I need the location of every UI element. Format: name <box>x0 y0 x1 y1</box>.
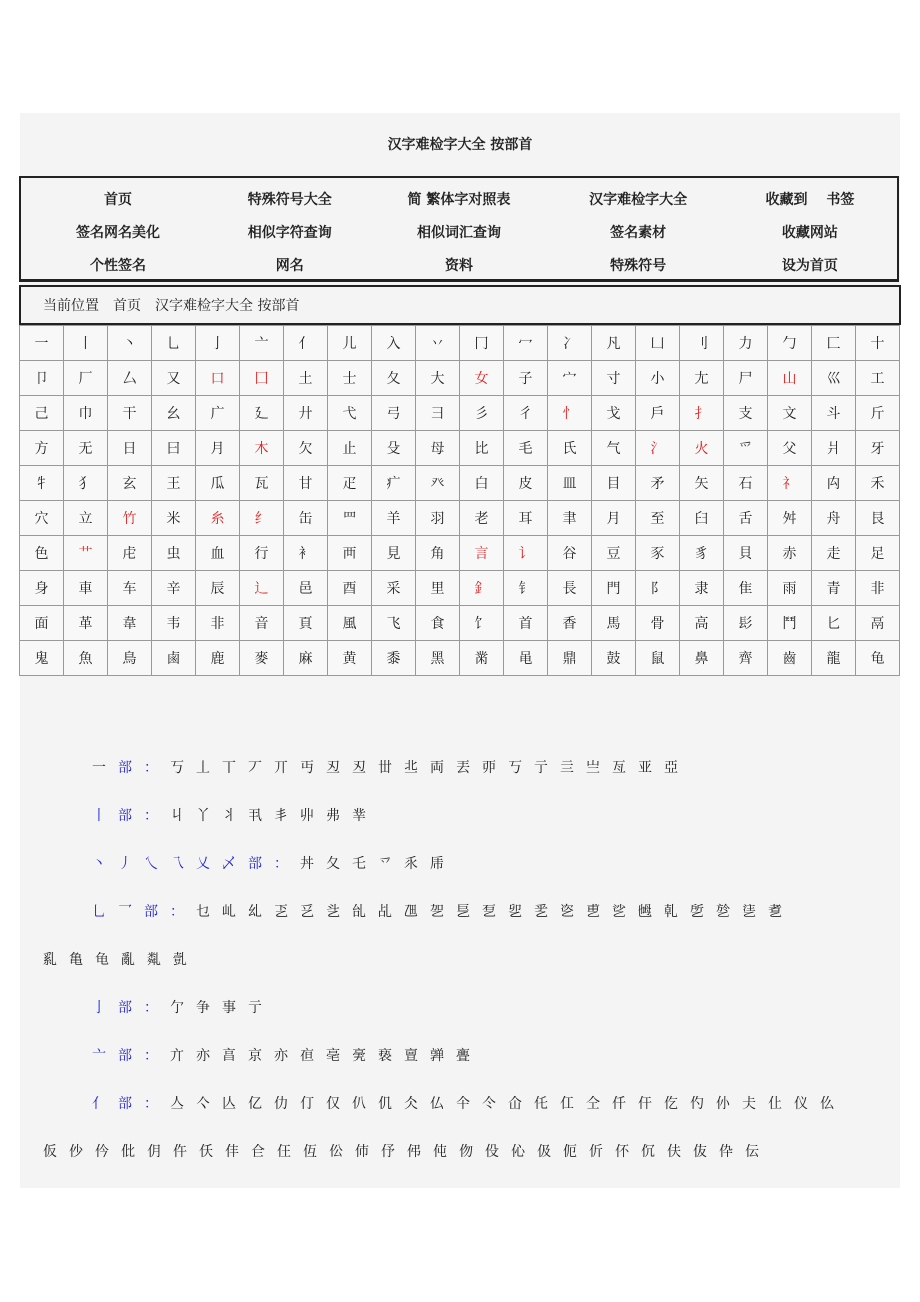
radical-cell[interactable]: 山 <box>768 361 812 396</box>
radical-cell[interactable]: 鼠 <box>636 641 680 676</box>
radical-cell[interactable]: 冖 <box>504 326 548 361</box>
radical-cell[interactable]: 禾 <box>856 466 900 501</box>
radical-cell[interactable]: 小 <box>636 361 680 396</box>
radical-cell[interactable]: 行 <box>240 536 284 571</box>
radical-cell[interactable]: 米 <box>152 501 196 536</box>
radical-cell[interactable]: 彐 <box>416 396 460 431</box>
radical-cell[interactable]: 士 <box>328 361 372 396</box>
radical-cell[interactable]: 龟 <box>856 641 900 676</box>
radical-cell[interactable]: 瓦 <box>240 466 284 501</box>
nav-link-signature-material[interactable]: 签名素材 <box>610 224 667 241</box>
radical-cell[interactable]: 勹 <box>768 326 812 361</box>
radical-cell[interactable]: 父 <box>768 431 812 466</box>
radical-cell[interactable]: 十 <box>856 326 900 361</box>
radical-cell[interactable]: 方 <box>20 431 64 466</box>
nav-link-home[interactable]: 首页 <box>104 191 133 208</box>
radical-cell[interactable]: 夂 <box>372 361 416 396</box>
radical-cell[interactable]: 扌 <box>680 396 724 431</box>
radical-cell[interactable]: 欠 <box>284 431 328 466</box>
radical-cell[interactable]: 豆 <box>592 536 636 571</box>
radical-cell[interactable]: 音 <box>240 606 284 641</box>
radical-cell[interactable]: 革 <box>64 606 108 641</box>
radical-cell[interactable]: 幺 <box>152 396 196 431</box>
nav-link-similar-words[interactable]: 相似词汇查询 <box>416 224 501 241</box>
radical-cell[interactable]: 首 <box>504 606 548 641</box>
radical-cell[interactable]: 老 <box>460 501 504 536</box>
nav-link-simplified-traditional[interactable]: 简 繁体字对照表 <box>407 191 511 208</box>
radical-cell[interactable]: 髟 <box>724 606 768 641</box>
nav-link-personal-signature[interactable]: 个性签名 <box>90 257 147 274</box>
nav-row <box>21 215 897 248</box>
radical-cell[interactable]: 羽 <box>416 501 460 536</box>
radical-cell[interactable]: 牙 <box>856 431 900 466</box>
nav-link-nickname[interactable]: 网名 <box>275 257 304 274</box>
radical-cell[interactable]: 飞 <box>372 606 416 641</box>
radical-cell[interactable]: 邑 <box>284 571 328 606</box>
radical-cell[interactable]: 鹿 <box>196 641 240 676</box>
radical-cell[interactable]: 虍 <box>108 536 152 571</box>
nav-link-favorite-site[interactable]: 收藏网站 <box>781 224 838 241</box>
radical-section-line <box>20 752 900 800</box>
radical-section-heading: 亠部： <box>92 1048 170 1064</box>
nav-row <box>21 248 897 281</box>
radical-cell[interactable]: 车 <box>108 571 152 606</box>
radical-section-line <box>20 1040 900 1088</box>
radical-cell[interactable]: 立 <box>64 501 108 536</box>
radical-cell[interactable]: 氏 <box>548 431 592 466</box>
radical-cell[interactable]: 母 <box>416 431 460 466</box>
radical-section-heading: 丨部： <box>92 808 170 824</box>
radical-cell[interactable]: 疋 <box>328 466 372 501</box>
radical-cell[interactable]: 車 <box>64 571 108 606</box>
radical-cell[interactable]: 黹 <box>460 641 504 676</box>
radical-cell[interactable]: 艹 <box>64 536 108 571</box>
radical-cell[interactable]: 辰 <box>196 571 240 606</box>
radical-cell[interactable]: 聿 <box>548 501 592 536</box>
radical-cell[interactable]: 戈 <box>592 396 636 431</box>
radical-cell[interactable]: 止 <box>328 431 372 466</box>
radical-cell[interactable]: 貝 <box>724 536 768 571</box>
radical-cell[interactable]: 竹 <box>108 501 152 536</box>
radical-row <box>20 641 900 676</box>
radical-cell[interactable]: 黑 <box>416 641 460 676</box>
radical-cell[interactable]: 鬥 <box>768 606 812 641</box>
radical-cell[interactable]: 見 <box>372 536 416 571</box>
radical-section-chars: 亼亽亾亿仂仃仅仈仉仌仏仐仒仚仛仜仝仟仠仡仢仦仧仩仪仫 <box>170 1096 846 1112</box>
radical-cell[interactable]: 子 <box>504 361 548 396</box>
nav-menu <box>19 176 899 282</box>
radical-cell[interactable]: 龍 <box>812 641 856 676</box>
radical-cell[interactable]: 羊 <box>372 501 416 536</box>
radical-cell[interactable]: 王 <box>152 466 196 501</box>
radical-cell[interactable]: 曰 <box>152 431 196 466</box>
radical-cell[interactable]: 日 <box>108 431 152 466</box>
radical-section-chars: 丩丫丬丮丯丱弗丵 <box>170 808 378 824</box>
radical-cell[interactable]: 鼓 <box>592 641 636 676</box>
breadcrumb-current: 汉字难检字大全 按部首 <box>155 298 300 314</box>
radical-cell[interactable]: 卩 <box>20 361 64 396</box>
radical-cell[interactable]: 鳥 <box>108 641 152 676</box>
radical-cell[interactable]: 辛 <box>152 571 196 606</box>
radical-cell[interactable]: 衤 <box>284 536 328 571</box>
radical-row <box>20 396 900 431</box>
radical-sections <box>20 752 900 1184</box>
radical-cell[interactable]: 寸 <box>592 361 636 396</box>
radical-cell[interactable]: 艮 <box>856 501 900 536</box>
radical-cell[interactable]: 舛 <box>768 501 812 536</box>
radical-cell[interactable]: 豕 <box>636 536 680 571</box>
radical-cell[interactable]: 長 <box>548 571 592 606</box>
radical-cell[interactable]: 襾 <box>328 536 372 571</box>
radical-section-chars: 亣亦亯京亦亱亳亴亵亶亸亹 <box>170 1048 482 1064</box>
radical-cell[interactable]: 爫 <box>724 431 768 466</box>
radical-cell[interactable]: 鹵 <box>152 641 196 676</box>
radical-cell[interactable]: 氵 <box>636 431 680 466</box>
radical-cell[interactable]: 麻 <box>284 641 328 676</box>
radical-section-chars: 丂丄丅丆丌丏丒丒丗丠両丟丣丂亍亖亗亙亚亞 <box>170 760 690 776</box>
radical-cell[interactable]: 風 <box>328 606 372 641</box>
radical-cell[interactable]: 力 <box>724 326 768 361</box>
radical-cell[interactable]: 里 <box>416 571 460 606</box>
radical-cell[interactable]: 凡 <box>592 326 636 361</box>
radical-cell[interactable]: 甘 <box>284 466 328 501</box>
radical-cell[interactable]: 角 <box>416 536 460 571</box>
radical-cell[interactable]: 钅 <box>504 571 548 606</box>
radical-cell[interactable]: 冫 <box>548 326 592 361</box>
radical-cell[interactable]: 鼻 <box>680 641 724 676</box>
radical-cell[interactable]: 礻 <box>768 466 812 501</box>
radical-cell[interactable]: 一 <box>20 326 64 361</box>
radical-cell[interactable]: 隹 <box>724 571 768 606</box>
radical-cell[interactable]: 木 <box>240 431 284 466</box>
radical-row <box>20 571 900 606</box>
radical-cell[interactable]: 走 <box>812 536 856 571</box>
radical-table <box>19 325 900 676</box>
radical-cell[interactable]: 乚 <box>152 326 196 361</box>
radical-cell[interactable]: 亅 <box>196 326 240 361</box>
radical-cell[interactable]: 鬲 <box>856 606 900 641</box>
radical-cell[interactable]: 牜 <box>20 466 64 501</box>
radical-cell[interactable]: 巛 <box>812 361 856 396</box>
nav-link-set-homepage[interactable]: 设为首页 <box>781 257 838 274</box>
radical-cell[interactable]: 鼎 <box>548 641 592 676</box>
radical-cell[interactable]: 耳 <box>504 501 548 536</box>
radical-cell[interactable]: 罒 <box>328 501 372 536</box>
radical-cell[interactable]: 白 <box>460 466 504 501</box>
radical-cell[interactable]: 女 <box>460 361 504 396</box>
radical-cell[interactable]: 尢 <box>680 361 724 396</box>
radical-cell[interactable]: 食 <box>416 606 460 641</box>
radical-cell[interactable]: 火 <box>680 431 724 466</box>
radical-cell[interactable]: 酉 <box>328 571 372 606</box>
radical-cell[interactable]: 犭 <box>64 466 108 501</box>
radical-cell[interactable]: 弋 <box>328 396 372 431</box>
radical-row <box>20 431 900 466</box>
radical-cell[interactable]: 阝 <box>636 571 680 606</box>
radical-cell[interactable]: 己 <box>20 396 64 431</box>
radical-cell[interactable]: 舌 <box>724 501 768 536</box>
radical-cell[interactable]: 赤 <box>768 536 812 571</box>
radical-cell[interactable]: 香 <box>548 606 592 641</box>
radical-section-line <box>20 944 900 992</box>
radical-cell[interactable]: 儿 <box>328 326 372 361</box>
nav-link-rare-chars[interactable]: 汉字难检字大全 <box>589 191 688 208</box>
radical-cell[interactable]: 无 <box>64 431 108 466</box>
radical-cell[interactable]: 魚 <box>64 641 108 676</box>
radical-cell[interactable]: 支 <box>724 396 768 431</box>
radical-cell[interactable]: 采 <box>372 571 416 606</box>
radical-cell[interactable]: 口 <box>196 361 240 396</box>
radical-cell[interactable]: 穴 <box>20 501 64 536</box>
radical-section-line <box>20 896 900 944</box>
radical-cell[interactable]: 糸 <box>196 501 240 536</box>
radical-cell[interactable]: 戶 <box>636 396 680 431</box>
radical-cell[interactable]: 斗 <box>812 396 856 431</box>
radical-cell[interactable]: 工 <box>856 361 900 396</box>
radical-section-line <box>20 1136 900 1184</box>
radical-cell[interactable]: 匚 <box>812 326 856 361</box>
radical-cell[interactable]: 足 <box>856 536 900 571</box>
radical-cell[interactable]: 石 <box>724 466 768 501</box>
radical-cell[interactable]: 黄 <box>328 641 372 676</box>
radical-section-heading: 丶丿乀乁乂乄部： <box>92 856 300 872</box>
radical-section-line <box>20 1088 900 1136</box>
radical-cell[interactable]: 饣 <box>460 606 504 641</box>
radical-cell[interactable]: 文 <box>768 396 812 431</box>
radical-cell[interactable]: 土 <box>284 361 328 396</box>
radical-row <box>20 501 900 536</box>
radical-cell[interactable]: 亻 <box>284 326 328 361</box>
radical-cell[interactable]: 月 <box>196 431 240 466</box>
breadcrumb <box>19 285 901 325</box>
radical-cell[interactable]: 亠 <box>240 326 284 361</box>
radical-section-line <box>20 848 900 896</box>
radical-cell[interactable]: 缶 <box>284 501 328 536</box>
nav-row <box>21 182 897 215</box>
nav-link-special-symbols[interactable]: 特殊符号大全 <box>247 191 332 208</box>
breadcrumb-label: 当前位置 <box>43 298 99 314</box>
radical-cell[interactable]: 韋 <box>108 606 152 641</box>
radical-cell[interactable]: 彳 <box>504 396 548 431</box>
radical-cell[interactable]: 臼 <box>680 501 724 536</box>
radical-cell[interactable]: 虫 <box>152 536 196 571</box>
radical-row <box>20 361 900 396</box>
radical-cell[interactable]: 目 <box>592 466 636 501</box>
radical-cell[interactable]: 瓜 <box>196 466 240 501</box>
radical-row <box>20 606 900 641</box>
radical-section-line <box>20 992 900 1040</box>
nav-link-signature-beautify[interactable]: 签名网名美化 <box>76 224 161 241</box>
radical-cell[interactable]: 鬼 <box>20 641 64 676</box>
radical-cell[interactable]: 弓 <box>372 396 416 431</box>
radical-section-chars: 丼夂乇乊乑乕 <box>300 856 456 872</box>
radical-cell[interactable]: 門 <box>592 571 636 606</box>
radical-cell[interactable]: 馬 <box>592 606 636 641</box>
radical-cell[interactable]: 彡 <box>460 396 504 431</box>
radical-cell[interactable]: 廾 <box>284 396 328 431</box>
radical-cell[interactable]: 雨 <box>768 571 812 606</box>
radical-cell[interactable]: 隶 <box>680 571 724 606</box>
radical-cell[interactable]: 宀 <box>548 361 592 396</box>
radical-cell[interactable]: 血 <box>196 536 240 571</box>
radical-row <box>20 466 900 501</box>
radical-cell[interactable]: 禸 <box>812 466 856 501</box>
radical-cell[interactable]: 非 <box>856 571 900 606</box>
radical-cell[interactable]: 巾 <box>64 396 108 431</box>
radical-cell[interactable]: 至 <box>636 501 680 536</box>
radical-cell[interactable]: 冂 <box>460 326 504 361</box>
radical-section-heading: 亅部： <box>92 1000 170 1016</box>
radical-cell[interactable]: 齊 <box>724 641 768 676</box>
radical-cell[interactable]: 匕 <box>812 606 856 641</box>
radical-cell[interactable]: 癶 <box>416 466 460 501</box>
radical-cell[interactable]: 麥 <box>240 641 284 676</box>
radical-cell[interactable]: 頁 <box>284 606 328 641</box>
radical-cell[interactable]: 玄 <box>108 466 152 501</box>
radical-cell[interactable]: 殳 <box>372 431 416 466</box>
radical-cell[interactable]: 骨 <box>636 606 680 641</box>
radical-section-heading: 一部： <box>92 760 170 776</box>
radical-cell[interactable]: 矢 <box>680 466 724 501</box>
radical-cell[interactable]: 爿 <box>812 431 856 466</box>
radical-row <box>20 326 900 361</box>
radical-cell[interactable]: 言 <box>460 536 504 571</box>
radical-cell[interactable]: 大 <box>416 361 460 396</box>
radical-section-chars: 仮仯仱仳仴仵仸仹仺仼仾伀伂伃伄伅伆伇伈伋伌伒伓伔伕伖伜伝 <box>43 1144 771 1160</box>
radical-cell[interactable]: 韦 <box>152 606 196 641</box>
radical-cell[interactable]: 廴 <box>240 396 284 431</box>
radical-cell[interactable]: 辶 <box>240 571 284 606</box>
radical-cell[interactable]: 月 <box>592 501 636 536</box>
nav-link-symbols[interactable]: 特殊符号 <box>610 257 667 274</box>
radical-cell[interactable]: 纟 <box>240 501 284 536</box>
radical-section-chars: 亇争事亍 <box>170 1000 274 1016</box>
radical-cell[interactable]: 入 <box>372 326 416 361</box>
radical-cell[interactable]: 凵 <box>636 326 680 361</box>
radical-cell[interactable]: 厂 <box>64 361 108 396</box>
radical-cell[interactable]: 高 <box>680 606 724 641</box>
radical-cell[interactable]: 干 <box>108 396 152 431</box>
radical-row <box>20 536 900 571</box>
nav-link-similar-chars[interactable]: 相似字符查询 <box>247 224 332 241</box>
radical-cell[interactable]: 色 <box>20 536 64 571</box>
radical-cell[interactable]: 非 <box>196 606 240 641</box>
radical-section-heading: 亻部： <box>92 1096 170 1112</box>
radical-cell[interactable]: 豸 <box>680 536 724 571</box>
radical-section-chars: 乿亀龟亂亃亄 <box>43 952 199 968</box>
radical-cell[interactable]: 厶 <box>108 361 152 396</box>
radical-cell[interactable]: 舟 <box>812 501 856 536</box>
breadcrumb-home-link[interactable]: 首页 <box>113 298 141 314</box>
radical-cell[interactable]: 丷 <box>416 326 460 361</box>
radical-cell[interactable]: 讠 <box>504 536 548 571</box>
page-title: 汉字难检字大全 按部首 <box>387 137 533 153</box>
nav-link-bookmark[interactable]: 收藏到 书签 <box>765 191 855 208</box>
radical-cell[interactable]: 青 <box>812 571 856 606</box>
radical-cell[interactable]: 刂 <box>680 326 724 361</box>
radical-cell[interactable]: 囗 <box>240 361 284 396</box>
radical-cell[interactable]: 广 <box>196 396 240 431</box>
radical-section-line <box>20 800 900 848</box>
nav-link-resources[interactable]: 资料 <box>444 257 473 274</box>
radical-cell[interactable]: 疒 <box>372 466 416 501</box>
radical-cell[interactable]: 比 <box>460 431 504 466</box>
radical-cell[interactable]: 黍 <box>372 641 416 676</box>
radical-cell[interactable]: 黾 <box>504 641 548 676</box>
radical-cell[interactable]: 斤 <box>856 396 900 431</box>
radical-cell[interactable]: 丶 <box>108 326 152 361</box>
radical-cell[interactable]: 忄 <box>548 396 592 431</box>
radical-cell[interactable]: 气 <box>592 431 636 466</box>
radical-cell[interactable]: 面 <box>20 606 64 641</box>
radical-cell[interactable]: 皮 <box>504 466 548 501</box>
radical-cell[interactable]: 谷 <box>548 536 592 571</box>
radical-cell[interactable]: 身 <box>20 571 64 606</box>
radical-cell[interactable]: 矛 <box>636 466 680 501</box>
radical-section-chars: 乜乢乣乤乥乧乨乩乪乫乬乭乮乯乲乶乷乸乹乺乻乼乽 <box>196 904 794 920</box>
radical-cell[interactable]: 丨 <box>64 326 108 361</box>
radical-cell[interactable]: 齒 <box>768 641 812 676</box>
radical-cell[interactable]: 又 <box>152 361 196 396</box>
radical-cell[interactable]: 釒 <box>460 571 504 606</box>
radical-cell[interactable]: 皿 <box>548 466 592 501</box>
radical-cell[interactable]: 毛 <box>504 431 548 466</box>
radical-cell[interactable]: 尸 <box>724 361 768 396</box>
radical-section-heading: 乚乛部： <box>92 904 196 920</box>
